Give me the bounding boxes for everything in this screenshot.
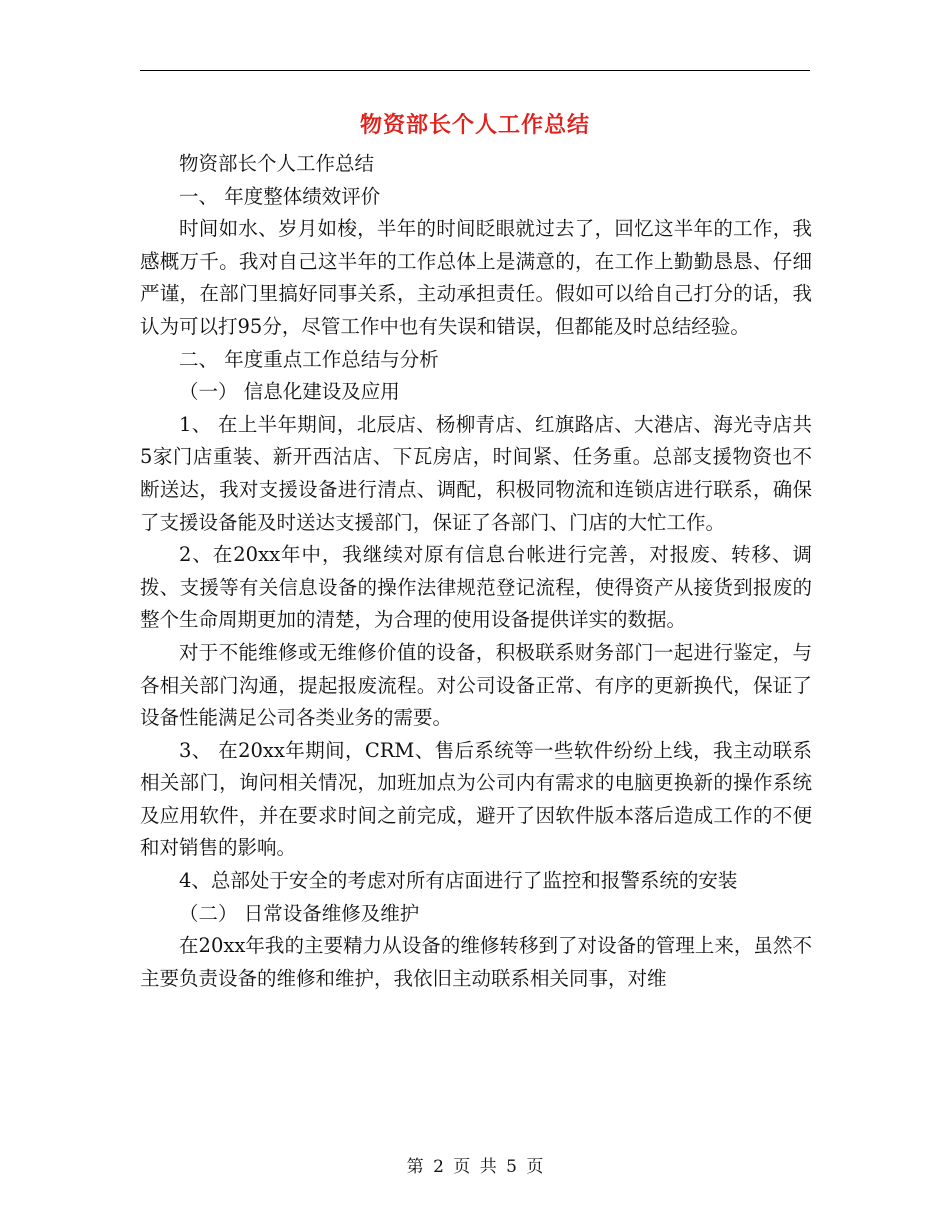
section-heading-1: 一、 年度整体绩效评价	[179, 184, 381, 208]
document-title: 物资部长个人工作总结	[359, 112, 590, 138]
section-heading-2: 二、 年度重点工作总结与分析	[179, 347, 439, 371]
subsection-heading-2: （二） 日常设备维修及维护	[179, 901, 420, 925]
paragraph-heading: 物资部长个人工作总结	[179, 152, 375, 175]
document-body	[140, 148, 812, 995]
paragraph: 2、在20xx年中，我继续对原有信息台帐进行完善，对报废、转移、调拨、支援等有关信息设备的操作法律规范登记流程，使得资产从接货到报废的整个生命周期更加的清楚，为合理的使用设备提供详实的数据。	[140, 543, 812, 632]
subsection-heading-1: （一） 信息化建设及应用	[179, 380, 400, 404]
paragraph: 对于不能维修或无维修价值的设备，积极联系财务部门一起进行鉴定，与各相关部门沟通，提起报废流程。对公司设备正常、有序的更新换代，保证了设备性能满足公司各类业务的需要。	[140, 640, 812, 730]
paragraph: 4、总部处于安全的考虑对所有店面进行了监控和报警系统的安装	[179, 869, 738, 893]
paragraph: 在20xx年我的主要精力从设备的维修转移到了对设备的管理上来，虽然不主要负责设备的维修和维护，我依旧主动联系相关同事，对维	[140, 934, 812, 990]
paragraph: 3、 在20xx年期间，CRM、售后系统等一些软件纷纷上线，我主动联系相关部门，询问相关情况，加班加点为公司内有需求的电脑更换新的操作系统及应用软件，并在要求时间之前完成，避开了因软件版本落后造成工作的不便和对销售的影响。	[140, 738, 812, 860]
paragraph: 1、 在上半年期间，北辰店、杨柳青店、红旗路店、大港店、海光寺店共5家门店重装、新开西沽店、下瓦房店，时间紧、任务重。总部支援物资也不断送达，我对支援设备进行清点、调配，积极同物流和连锁店进行联系，确保了支援设备能及时送达支援部门，保证了各部门、门店的大忙工作。	[140, 412, 812, 534]
page-number: 第 2 页 共 5 页	[406, 1157, 544, 1177]
paragraph: 时间如水、岁月如梭，半年的时间眨眼就过去了，回忆这半年的工作，我感概万千。我对自己这半年的工作总体上是满意的，在工作上勤勤恳恳、仔细严谨，在部门里搞好同事关系，主动承担责任。假如可以给自己打分的话，我认为可以打95分，尽管工作中也有失误和错误，但都能及时总结经验。	[140, 217, 812, 338]
header-rule	[140, 70, 810, 71]
